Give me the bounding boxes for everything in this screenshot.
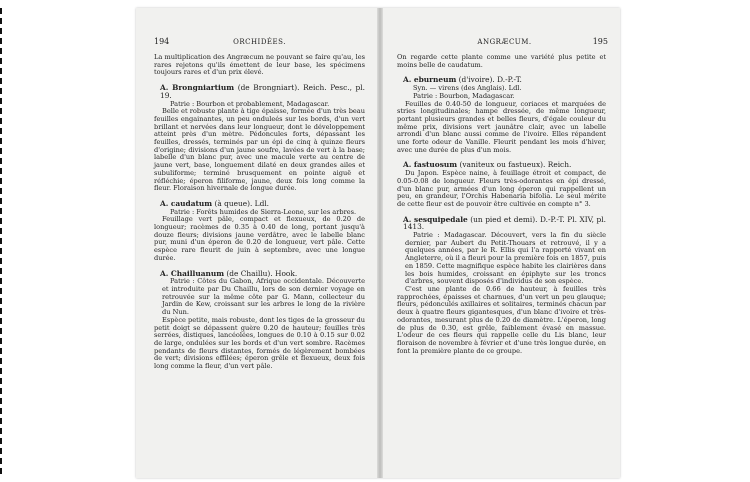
page-number: 195 <box>592 37 608 46</box>
entry-origin: Patrie : Madagascar. Découvert, vers la fin du siècle dernier, par Aubert du Petit-Thouars et retrouvé, il y a quelques années, par le R. Ellis qui l'a rapporté vivant en Angleterre, où il a fleuri pour la première fois en 1857, puis en 1859. Cette magnifique espèce habite les clairières dans les bois humides, croissant en épiphyte sur les troncs d'arbres, souvent disposés d'individus de son espèce. <box>405 231 606 286</box>
species-authority: (un pied et demi). D.-P.-T. Pl. XIV, pl. 1413. <box>403 214 606 232</box>
species-authority: (de Chaillu). Hook. <box>224 268 298 278</box>
entry-heading <box>403 161 606 169</box>
entry-description: C'est une plante de 0.66 de hauteur, à feuilles très rapprochées, épaisses et charnues, d'un vert un peu glauque; fleurs, pédonculés axillaires et solitaires, terminés chacun par deux à quatre fleurs gigantesques, d'un blanc d'ivoire et très-odorantes, mesurant plus de 0.20 de diamètre. L'éperon, long de plus de 0.30, est grêle, faiblement évasé en massue. L'odeur de ces fleurs qui rappelle celle du Lis blanc, leur floraison de novembre à février et d'une très longue durée, en font la première plante de ce groupe. <box>397 284 606 355</box>
left-page <box>136 8 377 478</box>
species-name: A. Chailluanum <box>160 268 225 278</box>
intro-paragraph: On regarde cette plante comme une variété plus petite et moins belle de caudatum. <box>397 53 606 69</box>
running-head: ORCHIDÉES. <box>233 38 286 46</box>
right-page-header <box>401 38 608 48</box>
species-authority: (vaniteux ou fastueux). Reich. <box>457 160 572 170</box>
intro-paragraph: La multiplication des Angræcum ne pouvant se faire qu'au, les rares rejetons qu'ils émettent de leur base, les spécimens toujours rares et d'un prix élevé. <box>154 53 365 77</box>
species-name: A. eburneum <box>403 75 457 85</box>
entry-synonym: Syn. — virens (des Anglais). Ldl. <box>413 84 522 93</box>
species-name: A. caudatum <box>160 198 213 208</box>
entry-origin: Patrie : Bourbon et probablement, Madagascar. <box>170 99 330 108</box>
entry-heading <box>403 76 606 84</box>
entry-heading <box>403 216 606 231</box>
species-name: A. sesquipedale <box>403 214 468 224</box>
entry-description: Belle et robuste plante à tige épaisse, formée d'un très beau feuilles engainantes, un peu onduleés sur les bords, d'un vert brillant et nervées dans leur longueur, dont le développement atteint près d'un mètre. Pédoncules forts, dépassant les feuilles, dressés, terminés par un épi de cinq à quinze fleurs d'origine; divisions d'un jaune soufre, lavées de vert à la base; labelle d'un blanc pur, avec une macule verte au centre de jaune vert, base, longuement dilaté en deux grandes ailes et subuliforme; terminé brusquement en pointe aiguë et réfléchie; éperon filiforme, jaune, deux fois long comme la fleur. Floraison hivernale de longue durée. <box>154 107 365 193</box>
entry-description: Du Japon. Espèce naine, à feuillage étroit et compact, de 0.05-0.08 de longueur. Fleurs très-odorantes en épi dressé, d'un blanc pur, armées d'un long éperon qui rappellent un peu, en grandeur, l'Orchis Habenaria bifolia. Le seul mérite de cette fleur est de pouvoir être cultivée en compte n° 3. <box>397 169 606 208</box>
running-head: ANGRÆCUM. <box>477 38 532 46</box>
entry-description: Feuillage vert pâle, compact et flexueux, de 0.20 de longueur; racèmes de 0.35 à 0.40 de long, portant jusqu'à douze fleurs; divisions jaune verdâtre, avec le labelle blanc pur, muni d'un éperon de 0.20 de longueur, vert pâle. Cette espèce rare fleurit de juin à septembre, avec une longue durée. <box>154 215 365 262</box>
right-page <box>383 8 620 478</box>
entry-origin: Patrie : Forêts humides de Sierra-Leone, sur les arbres. <box>170 207 357 216</box>
left-page-content <box>154 54 365 371</box>
entry-heading <box>160 270 365 278</box>
page-number: 194 <box>154 37 170 46</box>
entry-origin: Patrie : Côtes du Gabon, Afrique occidentale. Découverte et introduite par Du Chaillu, lors de son dernier voyage en retrouvée sur la même côte par G. Mann, collecteur du Jardin de Kew, croissant sur les arbres le long de la rivière du Nun. <box>162 277 365 317</box>
species-authority: (à queue). Ldl. <box>212 198 270 208</box>
entry-description: Espèce petite, mais robuste, dont les tiges de la grosseur du petit doigt se dépassent guère 0.20 de hauteur; feuilles très serrées, distiques, lancéolées, longues de 0.10 à 0.15 sur 0.02 de large, ondulées sur les bords et d'un vert sombre. Racèmes pendants de fleurs distantes, formés de légèrement bombées de vert; divisions effilées; éperon grêle et flexueux, deux fois long comme la fleur, d'un vert pâle. <box>154 315 365 371</box>
entry-heading <box>160 84 365 99</box>
left-page-header <box>154 38 365 48</box>
species-authority: (de Brongniart). Reich. Pesc., pl. 19. <box>160 83 365 100</box>
species-name: A. fastuosum <box>403 160 458 170</box>
species-name: A. Brongniartium <box>160 83 235 93</box>
right-page-content <box>397 54 606 355</box>
entry-heading <box>160 200 365 208</box>
species-authority: (d'ivoire). D.-P.-T. <box>456 75 522 85</box>
entry-origin: Patrie : Bourbon, Madagascar. <box>413 91 515 100</box>
book-spread <box>136 8 620 478</box>
entry-description: Feuilles de 0.40-50 de longueur, coriaces et marquées de stries longitudinales; hampe dressée, de même longueur, portant plusieurs grandes et belles fleurs, d'égale couleur du même prix, divisions vert jaunâtre clair, avec un labelle arrondi d'un blanc aussi comme de l'ivoire. Elles répandent une forte odeur de Vanille. Fleurit pendant les mois d'hiver, avec une durée de plus d'un mois. <box>397 99 606 154</box>
scan-edge-marks <box>0 8 2 478</box>
